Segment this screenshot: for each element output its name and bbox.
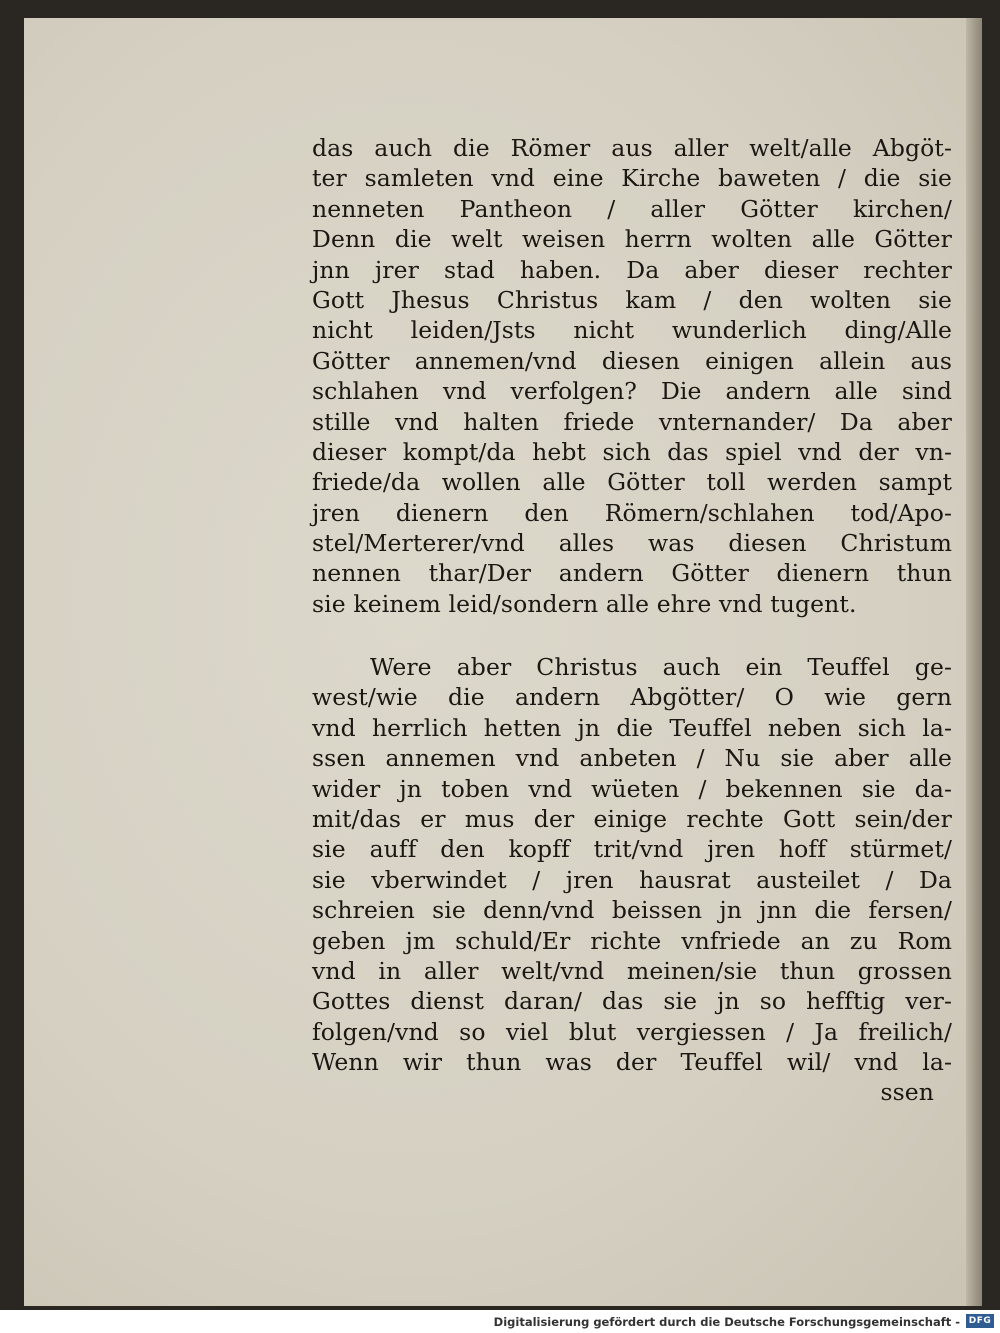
- text-line: sie keinem leid/sondern alle ehre vnd tugent.: [312, 589, 857, 618]
- text-line: sie auff den kopff trit/vnd jren hoff stürmet/: [312, 835, 952, 864]
- text-line: jren dienern den Römern/schlahen tod/Apo-: [312, 498, 952, 527]
- funding-notice: Digitalisierung gefördert durch die Deutsche Forschungsgemeinschaft -: [493, 1315, 960, 1329]
- text-line: ssen annemen vnd anbeten / Nu sie aber alle: [312, 744, 952, 773]
- text-line: das auch die Römer aus aller welt/alle Abgöt-: [312, 134, 952, 162]
- text-line: nicht leiden/Jsts nicht wunderlich ding/Alle: [312, 316, 952, 345]
- text-line: schlahen vnd verfolgen? Die andern alle sind: [312, 377, 952, 406]
- text-line: Were aber Christus auch ein Teuffel ge-: [370, 653, 952, 681]
- text-line: Gott Jhesus Christus kam / den wolten sie: [312, 285, 952, 314]
- text-line: west/wie die andern Abgötter/ O wie gern: [312, 683, 952, 712]
- text-line: mit/das er mus der einige rechte Gott sein/der: [312, 804, 952, 833]
- text-line: vnd herrlich hetten jn die Teuffel neben sich la-: [312, 713, 952, 742]
- footer-bar: [0, 1310, 1000, 1333]
- text-line: Gottes dienst daran/ das sie jn so hefftig ver-: [312, 987, 952, 1016]
- text-line: Wenn wir thun was der Teuffel wil/ vnd la-: [312, 1048, 952, 1077]
- paragraph-1: [312, 133, 952, 619]
- text-line: vnd in aller welt/vnd meinen/sie thun grossen: [312, 956, 952, 985]
- text-line: schreien sie denn/vnd beissen jn jnn die fersen/: [312, 896, 952, 925]
- dfg-logo: DFG: [966, 1314, 994, 1328]
- paragraph-2: [312, 652, 952, 1108]
- text-line: nenneten Pantheon / aller Götter kirchen/: [312, 194, 952, 223]
- page-edge-shadow: [966, 18, 982, 1306]
- text-line: stel/Merterer/vnd alles was diesen Christum: [312, 529, 952, 558]
- text-line: nennen thar/Der andern Götter dienern thun: [312, 559, 952, 588]
- text-line: friede/da wollen alle Götter toll werden sampt: [312, 468, 952, 497]
- text-line: sie vberwindet / jren hausrat austeilet / Da: [312, 865, 952, 894]
- catchword: ssen: [880, 1078, 934, 1107]
- text-line: wider jn toben vnd wüeten / bekennen sie da-: [312, 774, 952, 803]
- text-line: dieser kompt/da hebt sich das spiel vnd der vn-: [312, 437, 952, 466]
- book-page: [24, 18, 982, 1306]
- text-line: folgen/vnd so viel blut vergiessen / Ja freilich/: [312, 1017, 952, 1046]
- text-line: Götter annemen/vnd diesen einigen allein aus: [312, 346, 952, 375]
- text-line: Denn die welt weisen herrn wolten alle Götter: [312, 225, 952, 254]
- text-line: geben jm schuld/Er richte vnfriede an zu Rom: [312, 926, 952, 955]
- text-line: ter samleten vnd eine Kirche baweten / die sie: [312, 164, 952, 193]
- text-line: stille vnd halten friede vnternander/ Da aber: [312, 407, 952, 436]
- text-line: jnn jrer stad haben. Da aber dieser rechter: [312, 255, 952, 284]
